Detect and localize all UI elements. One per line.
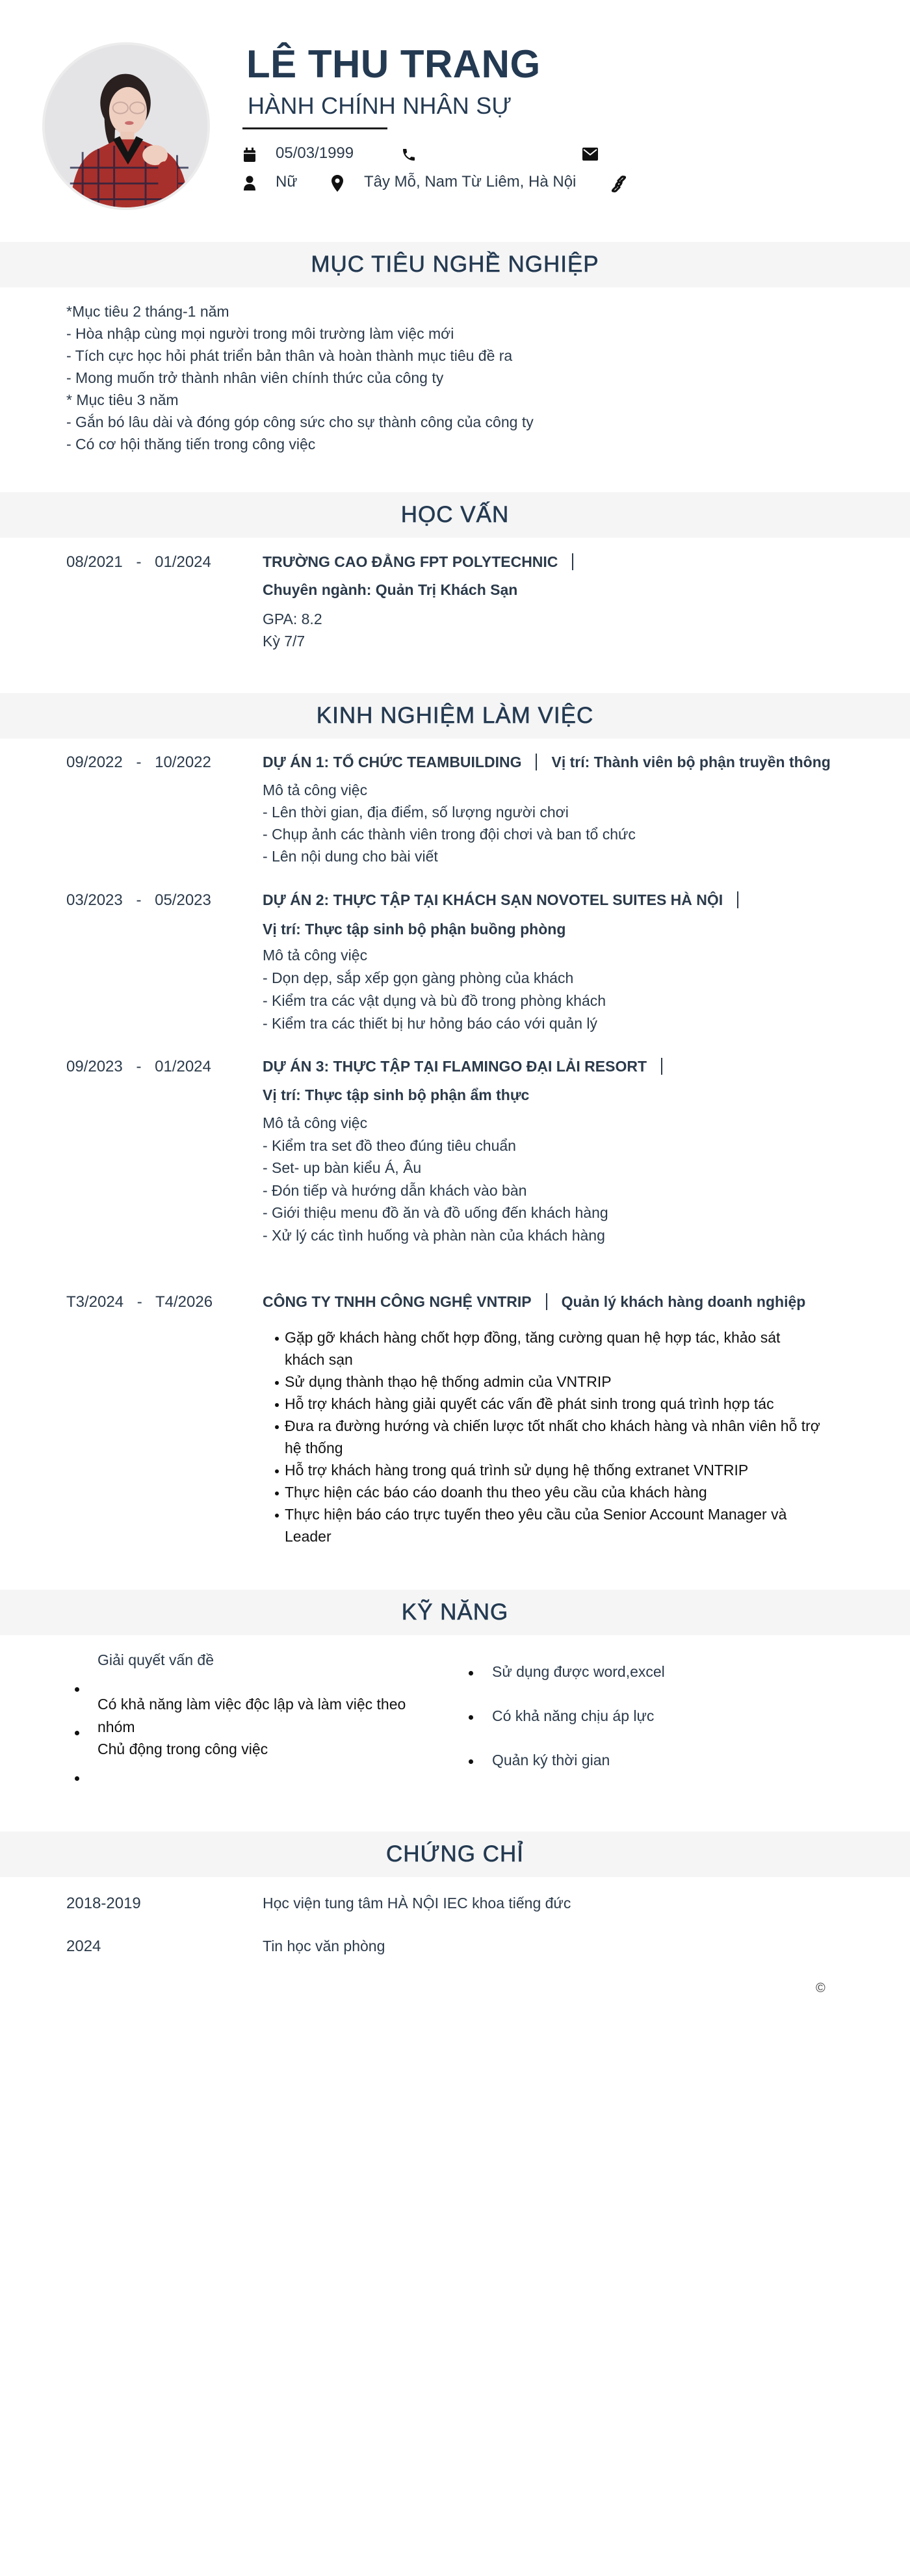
- objective-line: - Có cơ hội thăng tiến trong công việc: [66, 436, 316, 453]
- map-pin-icon: [332, 175, 343, 192]
- description-line: - Kiểm tra set đồ theo đúng tiêu chuẩn: [263, 1137, 516, 1154]
- description-line: Mô tả công việc: [263, 782, 368, 798]
- start-date: 09/2023: [66, 1058, 123, 1075]
- objective-line: - Mong muốn trở thành nhân viên chính thức của công ty: [66, 369, 444, 386]
- company-name: CÔNG TY TNHH CÔNG NGHỆ VNTRIP: [263, 1293, 532, 1310]
- section-header-experience: [0, 693, 910, 739]
- skill-item: Chủ động trong công việc: [98, 1741, 268, 1757]
- experience-heading: [263, 1058, 677, 1076]
- skill-item: Có khả năng chịu áp lực: [492, 1707, 655, 1724]
- start-date: T3/2024: [66, 1293, 124, 1311]
- date-separator: -: [136, 1293, 142, 1311]
- description-line: - Set- up bàn kiểu Á, Âu: [263, 1159, 422, 1176]
- experience-date-range: [66, 1058, 211, 1076]
- experience-date-range: [66, 754, 211, 772]
- skill-item-continued: nhóm: [98, 1718, 135, 1735]
- end-date: 05/2023: [155, 891, 211, 909]
- divider: [572, 553, 573, 570]
- major: Chuyên ngành: Quản Trị Khách Sạn: [263, 581, 518, 598]
- phone-icon: [401, 147, 417, 163]
- position: Vị trí: Thực tập sinh bộ phận ẩm thực: [263, 1086, 530, 1103]
- description-line: - Giới thiệu menu đồ ăn và đồ uống đến khách hàng: [263, 1204, 608, 1221]
- bullet-icon: [75, 1687, 79, 1692]
- certificate-name: Học viện tung tâm HÀ NỘI IEC khoa tiếng đức: [263, 1895, 571, 1912]
- skill-item: Sử dụng được word,excel: [492, 1663, 665, 1680]
- skill-item: Giải quyết vấn đề: [98, 1651, 214, 1668]
- skill-item: Quản ký thời gian: [492, 1752, 610, 1768]
- objective-line: - Tích cực học hỏi phát triển bản thân và hoàn thành mục tiêu đề ra: [66, 347, 513, 364]
- profile-photo: [45, 45, 207, 207]
- objective-line: * Mục tiêu 3 năm: [66, 391, 179, 408]
- school-name-row: [263, 553, 588, 572]
- address-value: Tây Mỗ, Nam Từ Liêm, Hà Nội: [364, 173, 577, 191]
- description-line: - Lên nội dung cho bài viết: [263, 848, 438, 865]
- date-separator: -: [136, 553, 142, 571]
- envelope-icon: [582, 148, 598, 161]
- project-name: DỰ ÁN 3: THỰC TẬP TẠI FLAMINGO ĐẠI LẢI RESORT: [263, 1058, 647, 1075]
- responsibility-line: Gặp gỡ khách hàng chốt hợp đồng, tăng cường quan hệ hợp tác, khảo sát: [285, 1329, 781, 1346]
- project-name: DỰ ÁN 1: TỔ CHỨC TEAMBUILDING: [263, 754, 522, 770]
- bullet-icon: [469, 1759, 473, 1764]
- gender-value: Nữ: [276, 173, 298, 191]
- responsibility-line: Đưa ra đường hướng và chiến lược tốt nhất cho khách hàng và nhân viên hỗ trợ: [285, 1417, 820, 1434]
- description-line: - Kiểm tra các vật dụng và bù đồ trong phòng khách: [263, 992, 606, 1009]
- responsibility-line: Hỗ trợ khách hàng giải quyết các vấn đề phát sinh trong quá trình hợp tác: [285, 1395, 774, 1412]
- school-name: TRƯỜNG CAO ĐẲNG FPT POLYTECHNIC: [263, 553, 558, 570]
- avatar: [42, 42, 210, 210]
- date-separator: -: [136, 891, 142, 909]
- description-line: - Đón tiếp và hướng dẫn khách vào bàn: [263, 1182, 527, 1199]
- date-separator: -: [136, 1058, 142, 1075]
- description-line: - Lên thời gian, địa điểm, số lượng người chơi: [263, 804, 569, 821]
- experience-heading: [263, 754, 831, 772]
- responsibility-line: Leader: [285, 1528, 332, 1545]
- position: Vị trí: Thực tập sinh bộ phận buồng phòng: [263, 921, 566, 938]
- bullet-icon: [75, 1776, 79, 1781]
- objective-line: - Hòa nhập cùng mọi người trong môi trường làm việc mới: [66, 325, 454, 342]
- certificate-year: 2018-2019: [66, 1895, 141, 1912]
- semester: Kỳ 7/7: [263, 633, 306, 650]
- section-header-education: [0, 492, 910, 538]
- calendar-icon: [242, 147, 257, 163]
- experience-heading: [263, 1293, 805, 1311]
- position: Vị trí: Thành viên bộ phận truyền thông: [551, 754, 831, 770]
- bullet-icon: [75, 1731, 79, 1735]
- divider: [536, 754, 537, 770]
- responsibility-line: Hỗ trợ khách hàng trong quá trình sử dụng hệ thống extranet VNTRIP: [285, 1462, 749, 1479]
- start-date: 08/2021: [66, 553, 123, 571]
- birthday-value: 05/03/1999: [276, 144, 354, 162]
- project-name: DỰ ÁN 2: THỰC TẬP TẠI KHÁCH SẠN NOVOTEL SUITES HÀ NỘI: [263, 891, 723, 908]
- description-line: - Dọn dẹp, sắp xếp gọn gàng phòng của khách: [263, 969, 574, 986]
- certificate-year: 2024: [66, 1938, 101, 1955]
- bullet-icon: [275, 1492, 279, 1495]
- divider: [661, 1058, 662, 1075]
- bullet-icon: [275, 1403, 279, 1407]
- end-date: 01/2024: [155, 1058, 211, 1075]
- description-line: Mô tả công việc: [263, 947, 368, 964]
- bullet-icon: [469, 1671, 473, 1676]
- job-title: HÀNH CHÍNH NHÂN SỰ: [248, 92, 512, 119]
- section-title: CHỨNG CHỈ: [386, 1841, 524, 1867]
- section-title: HỌC VẤN: [400, 502, 510, 527]
- description-line: - Xử lý các tình huống và phàn nàn của khách hàng: [263, 1227, 605, 1244]
- position: Quản lý khách hàng doanh nghiệp: [561, 1293, 806, 1310]
- certificate-name: Tin học văn phòng: [263, 1938, 385, 1954]
- education-date-range: [66, 553, 211, 572]
- skill-item: Có khả năng làm việc độc lập và làm việc theo: [98, 1696, 406, 1713]
- bullet-icon: [275, 1337, 279, 1341]
- section-header-objective: [0, 242, 910, 287]
- link-icon[interactable]: [610, 176, 628, 192]
- title-underline: [242, 127, 387, 129]
- copyright-icon: ©: [816, 1981, 826, 1995]
- responsibility-line: khách sạn: [285, 1351, 353, 1368]
- responsibility-line: hệ thống: [285, 1439, 343, 1456]
- description-line: Mô tả công việc: [263, 1114, 368, 1131]
- bullet-icon: [275, 1425, 279, 1429]
- experience-date-range: [66, 1293, 213, 1311]
- end-date: 10/2022: [155, 754, 211, 771]
- section-header-certificates: [0, 1832, 910, 1877]
- responsibility-line: Thực hiện báo cáo trực tuyến theo yêu cầu của Senior Account Manager và: [285, 1506, 787, 1523]
- responsibility-line: Thực hiện các báo cáo doanh thu theo yêu cầu của khách hàng: [285, 1484, 707, 1501]
- start-date: 03/2023: [66, 891, 123, 909]
- bullet-icon: [275, 1381, 279, 1385]
- bullet-icon: [275, 1514, 279, 1518]
- experience-date-range: [66, 891, 211, 910]
- divider: [546, 1293, 547, 1310]
- responsibility-line: Sử dụng thành thạo hệ thống admin của VNTRIP: [285, 1373, 612, 1390]
- bullet-icon: [275, 1469, 279, 1473]
- start-date: 09/2022: [66, 754, 123, 771]
- candidate-name: LÊ THU TRANG: [246, 42, 541, 86]
- section-title: KINH NGHIỆM LÀM VIỆC: [316, 703, 594, 728]
- objective-line: - Gắn bó lâu dài và đóng góp công sức cho sự thành công của công ty: [66, 414, 534, 430]
- bullet-icon: [469, 1715, 473, 1720]
- gpa: GPA: 8.2: [263, 611, 322, 627]
- objective-line: *Mục tiêu 2 tháng-1 năm: [66, 303, 229, 320]
- section-title: KỸ NĂNG: [401, 1599, 509, 1625]
- end-date: T4/2026: [155, 1293, 213, 1311]
- description-line: - Chụp ảnh các thành viên trong đội chơi và ban tổ chức: [263, 826, 636, 843]
- end-date: 01/2024: [155, 553, 211, 571]
- divider: [737, 891, 738, 908]
- section-header-skills: [0, 1590, 910, 1635]
- date-separator: -: [136, 754, 142, 771]
- user-icon: [242, 176, 257, 191]
- description-line: - Kiểm tra các thiết bị hư hỏng báo cáo với quản lý: [263, 1015, 598, 1032]
- experience-heading: [263, 891, 753, 910]
- section-title: MỤC TIÊU NGHỀ NGHIỆP: [311, 252, 599, 277]
